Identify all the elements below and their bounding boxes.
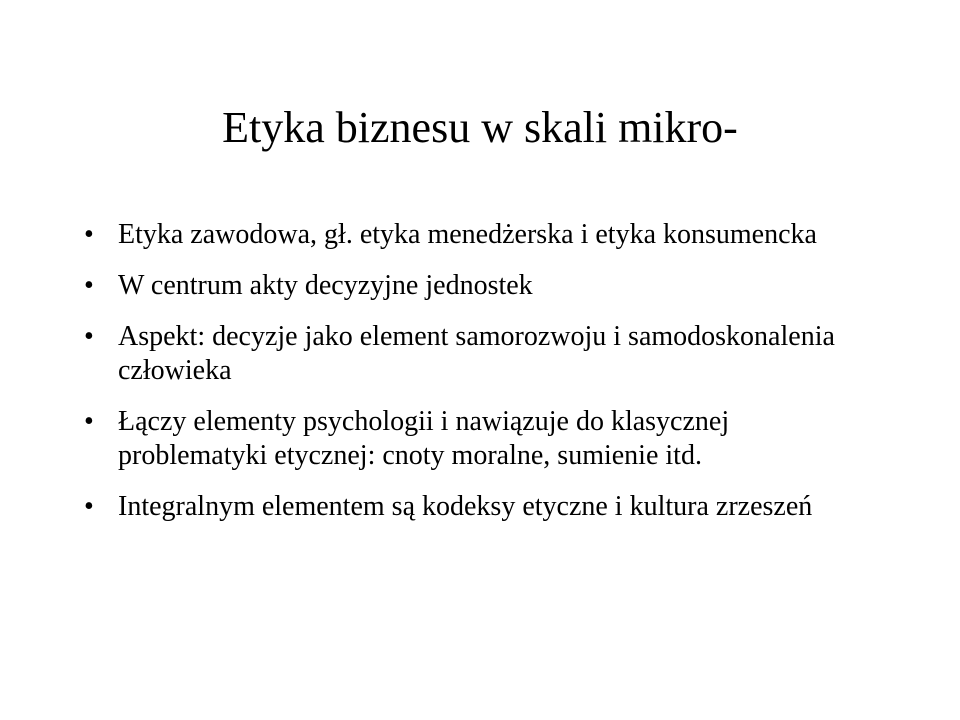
- bullet-item: [84, 405, 874, 473]
- bullet-marker: •: [84, 219, 94, 250]
- bullet-item: [84, 490, 874, 524]
- bullet-list: [84, 218, 874, 541]
- bullet-marker: •: [84, 406, 94, 437]
- bullet-marker: •: [84, 491, 94, 522]
- bullet-text: Aspekt: decyzje jako element samorozwoju i samodoskonalenia człowieka: [118, 321, 835, 386]
- bullet-marker: •: [84, 321, 94, 352]
- slide-title: Etyka biznesu w skali mikro-: [222, 103, 738, 152]
- bullet-text: W centrum akty decyzyjne jednostek: [118, 270, 533, 301]
- bullet-text: Łączy elementy psychologii i nawiązuje do klasycznej problematyki etycznej: cnoty moralne, sumienie itd.: [118, 406, 730, 471]
- bullet-item: [84, 269, 874, 303]
- bullet-text: Etyka zawodowa, gł. etyka menedżerska i etyka konsumencka: [118, 219, 817, 250]
- bullet-item: [84, 218, 874, 252]
- bullet-marker: •: [84, 270, 94, 301]
- bullet-item: [84, 320, 874, 388]
- bullet-text: Integralnym elementem są kodeksy etyczne i kultura zrzeszeń: [118, 491, 813, 522]
